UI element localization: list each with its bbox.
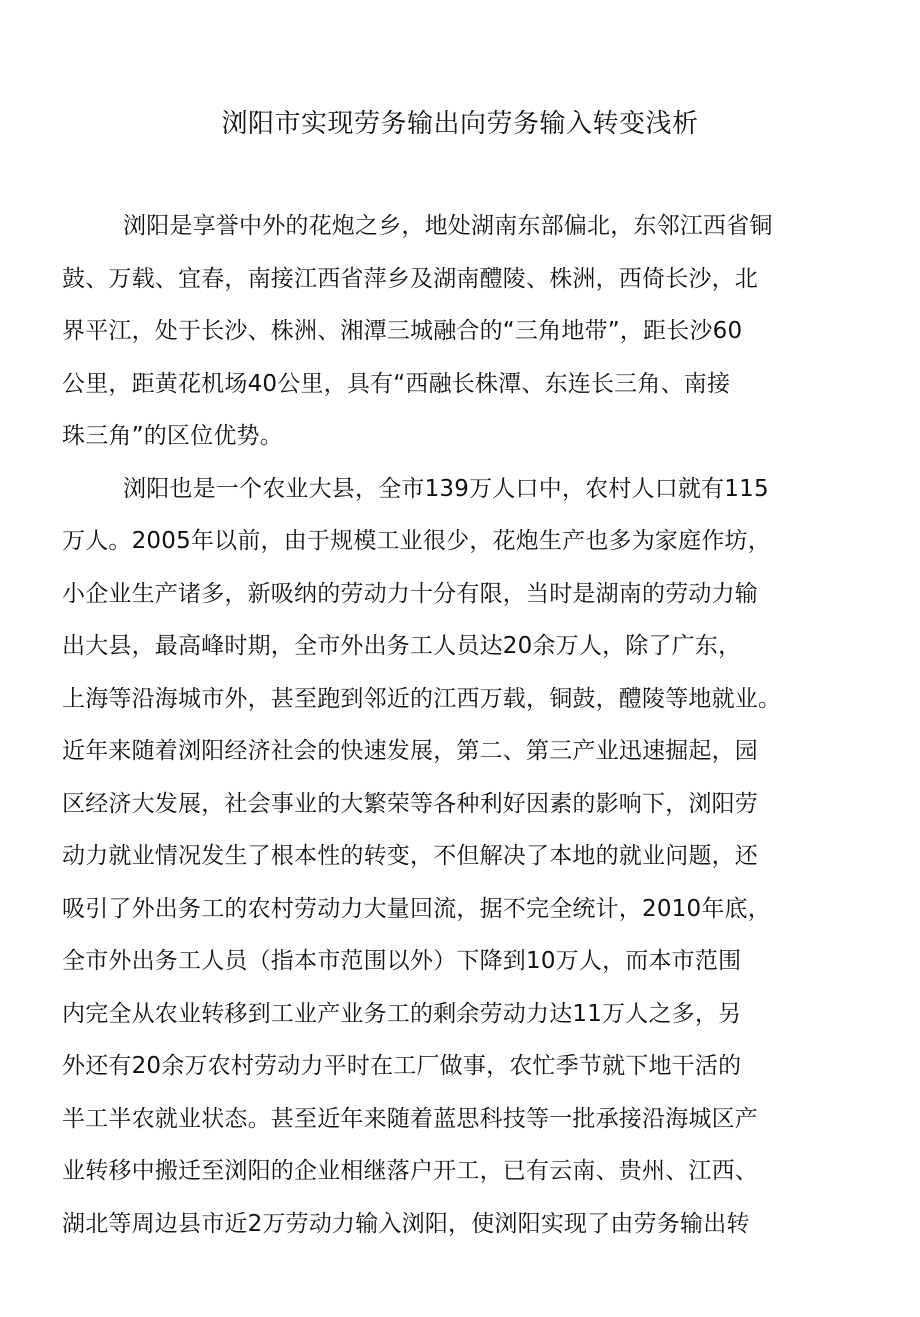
paragraph-2-line-3: 小企业生产诸多，新吸纳的劳动力十分有限，当时是湖南的劳动力输 [62, 580, 758, 607]
paragraph-2-line-1: 浏阳也是一个农业大县，全市139万人口中，农村人口就有115 [123, 475, 769, 502]
paragraph-1-line-2: 鼓、万载、宜春，南接江西省萍乡及湖南醴陵、株洲，西倚长沙，北 [62, 265, 758, 292]
paragraph-2-line-8: 动力就业情况发生了根本性的转变，不但解决了本地的就业问题，还 [62, 843, 758, 869]
paragraph-1-line-5: 珠三角”的区位优势。 [62, 423, 283, 449]
paragraph-2-line-13: 半工半农就业状态。甚至近年来随着蓝思科技等一批承接沿海城区产 [62, 1105, 758, 1132]
paragraph-2-line-10: 全市外出务工人员（指本市范围以外）下降到10万人，而本市范围 [62, 948, 742, 974]
paragraph-2-line-14: 业转移中搬迁至浏阳的企业相继落户开工，已有云南、贵州、江西、 [62, 1158, 758, 1184]
paragraph-2-line-11: 内完全从农业转移到工业产业务工的剩余劳动力达11万人之多，另 [62, 1000, 742, 1027]
paragraph-2-line-7: 区经济大发展，社会事业的大繁荣等各种利好因素的影响下，浏阳劳 [62, 790, 758, 817]
paragraph-2-line-15: 湖北等周边县市近2万劳动力输入浏阳，使浏阳实现了由劳务输出转 [62, 1210, 750, 1237]
document-body [62, 200, 862, 1250]
paragraph-1-line-1: 浏阳是享誉中外的花炮之乡，地处湖南东部偏北，东邻江西省铜 [123, 213, 773, 239]
paragraph-2-line-4: 出大县，最高峰时期，全市外出务工人员达20余万人，除了广东， [62, 633, 742, 659]
document-title: 浏阳市实现劳务输出向劳务输入转变浅析 [221, 109, 699, 139]
paragraph-1-line-4: 公里，距黄花机场40公里，具有“西融长株潭、东连长三角、南接 [62, 370, 731, 397]
paragraph-2-line-12: 外还有20余万农村劳动力平时在工厂做事，农忙季节就下地干活的 [62, 1053, 742, 1079]
paragraph-1-line-3: 界平江，处于长沙、株洲、湘潭三城融合的“三角地带”，距长沙60 [62, 318, 743, 344]
paragraph-2-line-2: 万人。2005年以前，由于规模工业很少，花炮生产也多为家庭作坊， [62, 528, 771, 554]
paragraph-2-line-6: 近年来随着浏阳经济社会的快速发展，第二、第三产业迅速掘起，园 [62, 738, 758, 764]
paragraph-2-line-9: 吸引了外出务工的农村劳动力大量回流，据不完全统计，2010年底， [62, 895, 771, 922]
paragraph-2-line-5: 上海等沿海城市外，甚至跑到邻近的江西万载，铜鼓，醴陵等地就业。 [62, 685, 782, 712]
